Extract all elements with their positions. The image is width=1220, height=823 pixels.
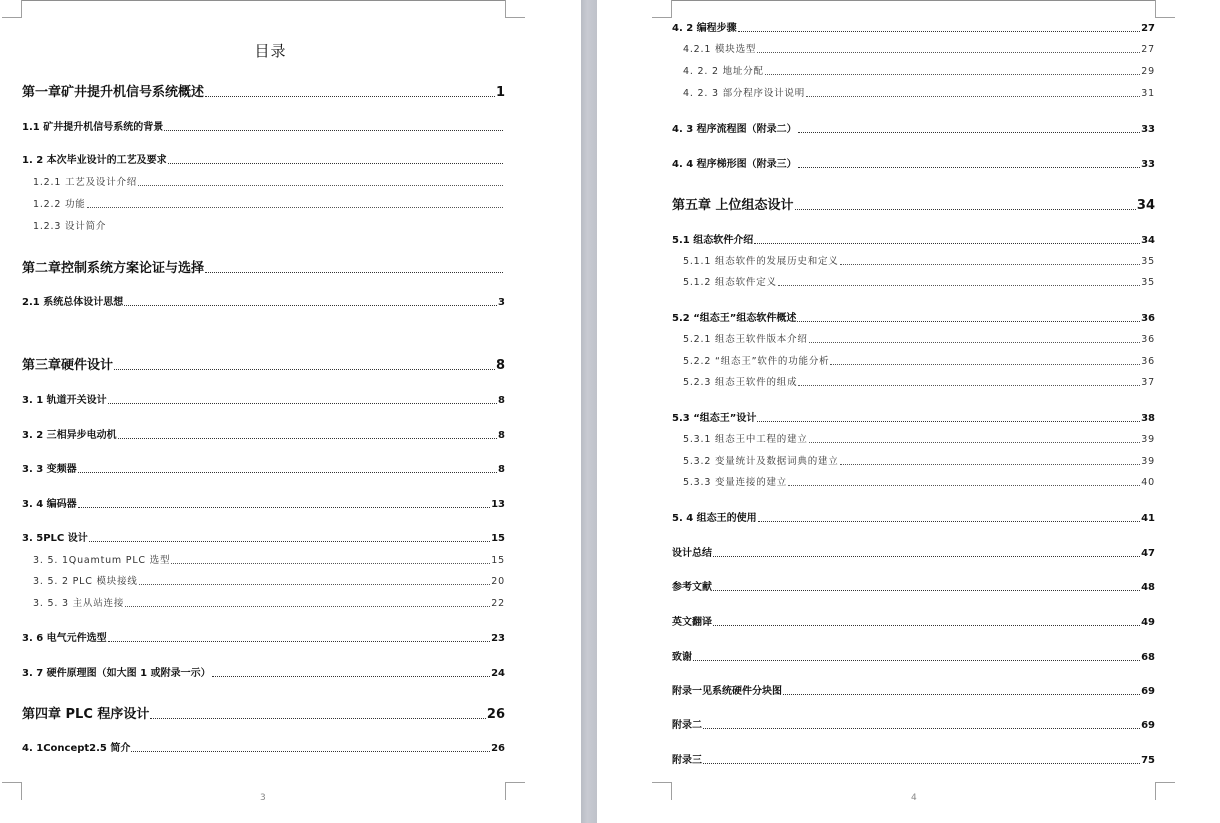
toc-entry[interactable] bbox=[672, 121, 1155, 135]
dot-leader bbox=[78, 465, 497, 475]
dot-leader bbox=[125, 600, 490, 610]
toc-title: 目录 bbox=[254, 42, 287, 60]
page-top-edge bbox=[672, 0, 1155, 1]
crop-mark-top-right bbox=[505, 0, 525, 18]
dot-leader bbox=[171, 557, 490, 567]
toc-entry[interactable] bbox=[22, 665, 505, 679]
toc-entry-label: 1.1 矿井提升机信号系统的背景 bbox=[22, 122, 164, 133]
toc-entry[interactable] bbox=[33, 553, 505, 566]
dot-leader bbox=[713, 618, 1140, 628]
toc-entry-label: 1.2.2 功能 bbox=[33, 199, 86, 210]
toc-entry-page: 8 bbox=[498, 395, 505, 406]
toc-entry-page: 29 bbox=[1141, 66, 1155, 77]
crop-mark-top-left bbox=[652, 0, 672, 18]
toc-entry-page: 39 bbox=[1141, 434, 1155, 445]
dot-leader bbox=[703, 721, 1140, 731]
page-gutter-scroll-area bbox=[581, 0, 597, 823]
toc-entry[interactable] bbox=[22, 630, 505, 644]
toc-entry[interactable] bbox=[683, 354, 1155, 367]
toc-entry-label: 第三章硬件设计 bbox=[22, 358, 114, 373]
dot-leader bbox=[757, 46, 1140, 56]
toc-entry-label: 5.3.3 变量连接的建立 bbox=[683, 477, 788, 488]
toc-entry-page: 35 bbox=[1141, 256, 1155, 267]
page-number: 4 bbox=[911, 793, 917, 803]
dot-leader bbox=[809, 336, 1141, 346]
dot-leader bbox=[798, 160, 1140, 170]
toc-entry[interactable] bbox=[33, 574, 505, 587]
toc-entry-page: 47 bbox=[1141, 548, 1155, 559]
toc-entry[interactable] bbox=[22, 152, 504, 166]
toc-entry-page: 1 bbox=[495, 85, 505, 100]
dot-leader bbox=[693, 653, 1140, 663]
crop-mark-bottom-right bbox=[1155, 782, 1175, 800]
toc-entry-label: 3. 6 电气元件选型 bbox=[22, 633, 107, 644]
dot-leader bbox=[139, 578, 491, 588]
crop-mark-top-right bbox=[1155, 0, 1175, 18]
toc-entry-label: 第一章矿井提升机信号系统概述 bbox=[22, 85, 205, 100]
toc-entry-label: 1.2.3 设计简介 bbox=[33, 221, 107, 232]
toc-entry-page: 35 bbox=[1141, 277, 1155, 288]
toc-entry[interactable] bbox=[672, 614, 1155, 628]
toc-entry-page: 20 bbox=[491, 576, 505, 587]
toc-entry[interactable] bbox=[672, 156, 1155, 170]
dot-leader bbox=[830, 358, 1140, 368]
toc-entry-page: 8 bbox=[498, 430, 505, 441]
dot-leader bbox=[754, 236, 1140, 246]
toc-entry-label: 2.1 系统总体设计思想 bbox=[22, 297, 124, 308]
toc-entry-label: 5.1.1 组态软件的发展历史和定义 bbox=[683, 256, 839, 267]
toc-entry-label: 1.2.1 工艺及设计介绍 bbox=[33, 177, 138, 188]
toc-entry-label: 1. 2 本次毕业设计的工艺及要求 bbox=[22, 155, 167, 166]
toc-entry[interactable] bbox=[22, 530, 505, 544]
toc-entry-page: 26 bbox=[486, 707, 505, 722]
toc-entry-label: 5. 4 组态王的使用 bbox=[672, 513, 757, 524]
crop-mark-top-left bbox=[2, 0, 22, 18]
toc-entry-page: 69 bbox=[1141, 686, 1155, 697]
toc-entry[interactable] bbox=[672, 683, 1155, 697]
toc-entry-label: 3. 5PLC 设计 bbox=[22, 533, 88, 544]
dot-leader bbox=[205, 263, 503, 276]
dot-leader bbox=[108, 396, 497, 406]
toc-entry[interactable] bbox=[22, 704, 505, 722]
dot-leader bbox=[138, 179, 503, 189]
crop-mark-bottom-left bbox=[2, 782, 22, 800]
dot-leader bbox=[795, 200, 1136, 213]
toc-entry-page: 27 bbox=[1141, 23, 1155, 34]
toc-entry[interactable] bbox=[683, 42, 1155, 55]
dot-leader bbox=[713, 583, 1140, 593]
toc-entry-page: 37 bbox=[1141, 377, 1155, 388]
dot-leader bbox=[798, 125, 1140, 135]
page-3 bbox=[0, 0, 581, 823]
dot-leader bbox=[788, 479, 1140, 489]
toc-entry[interactable] bbox=[22, 461, 505, 475]
dot-leader bbox=[89, 534, 490, 544]
toc-entry[interactable] bbox=[672, 232, 1155, 246]
toc-entry-page: 13 bbox=[491, 499, 505, 510]
toc-entry-page: 38 bbox=[1141, 413, 1155, 424]
toc-entry[interactable] bbox=[672, 510, 1155, 524]
dot-leader bbox=[164, 123, 503, 133]
toc-entry-label: 5.2 “组态王”组态软件概述 bbox=[672, 313, 797, 324]
dot-leader bbox=[114, 360, 495, 373]
dot-leader bbox=[798, 379, 1140, 389]
toc-entry-label: 第五章 上位组态设计 bbox=[672, 198, 794, 213]
toc-entry[interactable] bbox=[683, 332, 1155, 345]
toc-entry[interactable] bbox=[683, 86, 1155, 99]
toc-entry-page: 40 bbox=[1141, 477, 1155, 488]
toc-entry[interactable] bbox=[683, 254, 1155, 267]
dot-leader bbox=[131, 744, 490, 754]
dot-leader bbox=[738, 24, 1140, 34]
toc-entry-label: 参考文献 bbox=[672, 582, 712, 593]
toc-entry[interactable] bbox=[683, 432, 1155, 445]
toc-entry-label: 4. 2. 2 地址分配 bbox=[683, 66, 764, 77]
dot-leader bbox=[212, 669, 490, 679]
dot-leader bbox=[78, 500, 490, 510]
toc-entry-label: 5.3.1 组态王中工程的建立 bbox=[683, 434, 808, 445]
toc-entry[interactable] bbox=[672, 649, 1155, 663]
toc-entry[interactable] bbox=[22, 119, 504, 133]
toc-entry[interactable] bbox=[22, 740, 505, 754]
toc-entry-page: 41 bbox=[1141, 513, 1155, 524]
toc-entry[interactable] bbox=[22, 496, 505, 510]
toc-entry[interactable] bbox=[672, 20, 1155, 34]
toc-entry-page: 36 bbox=[1141, 313, 1155, 324]
toc-entry-label: 3. 2 三相异步电动机 bbox=[22, 430, 117, 441]
toc-entry[interactable] bbox=[683, 375, 1155, 388]
toc-entry-label: 3. 1 轨道开关设计 bbox=[22, 395, 107, 406]
toc-entry-label: 5.3.2 变量统计及数据词典的建立 bbox=[683, 456, 839, 467]
toc-entry-page: 48 bbox=[1141, 582, 1155, 593]
toc-entry[interactable] bbox=[33, 197, 504, 210]
dot-leader bbox=[757, 414, 1140, 424]
toc-entry-page: 26 bbox=[491, 743, 505, 754]
toc-entry[interactable] bbox=[683, 475, 1155, 488]
dot-leader bbox=[840, 258, 1141, 268]
toc-entry[interactable] bbox=[33, 175, 504, 188]
toc-entry-label: 附录二 bbox=[672, 720, 702, 731]
dot-leader bbox=[703, 756, 1140, 766]
toc-entry-label: 第二章控制系统方案论证与选择 bbox=[22, 261, 205, 276]
toc-entry[interactable] bbox=[22, 427, 505, 441]
toc-entry-page: 34 bbox=[1141, 235, 1155, 246]
toc-entry-label: 第四章 PLC 程序设计 bbox=[22, 707, 150, 722]
toc-entry-page: 34 bbox=[1136, 198, 1155, 213]
dot-leader bbox=[783, 687, 1140, 697]
toc-entry-page: 39 bbox=[1141, 456, 1155, 467]
toc-entry[interactable] bbox=[672, 410, 1155, 424]
dot-leader bbox=[205, 87, 495, 100]
toc-entry-label: 3. 5. 3 主从站连接 bbox=[33, 598, 125, 609]
toc-entry[interactable] bbox=[672, 195, 1155, 213]
toc-entry-label: 5.2.3 组态王软件的组成 bbox=[683, 377, 798, 388]
toc-entry-label: 4. 3 程序流程图（附录二） bbox=[672, 124, 797, 135]
toc-entry-page: 33 bbox=[1141, 159, 1155, 170]
toc-entry-page: 27 bbox=[1141, 44, 1155, 55]
dot-leader bbox=[124, 298, 497, 308]
toc-entry-label: 5.3 “组态王”设计 bbox=[672, 413, 757, 424]
toc-entry-label: 3. 5. 1Quamtum PLC 选型 bbox=[33, 555, 171, 566]
toc-entry-page: 8 bbox=[498, 464, 505, 475]
dot-leader bbox=[108, 634, 490, 644]
page-4 bbox=[597, 0, 1220, 823]
dot-leader bbox=[778, 279, 1141, 289]
toc-entry-label: 4.2.1 模块选型 bbox=[683, 44, 757, 55]
toc-entry[interactable] bbox=[22, 294, 505, 308]
dot-leader bbox=[168, 156, 503, 166]
dot-leader bbox=[150, 709, 486, 722]
crop-mark-bottom-right bbox=[505, 782, 525, 800]
page-number: 3 bbox=[260, 793, 266, 803]
toc-entry-label: 3. 3 变频器 bbox=[22, 464, 77, 475]
dot-leader bbox=[806, 90, 1140, 100]
toc-entry-page: 33 bbox=[1141, 124, 1155, 135]
toc-entry-page: 15 bbox=[491, 533, 505, 544]
toc-entry-label: 4. 2 编程步骤 bbox=[672, 23, 737, 34]
toc-entry[interactable] bbox=[672, 310, 1155, 324]
toc-entry[interactable] bbox=[683, 275, 1155, 288]
toc-entry-page: 3 bbox=[498, 297, 505, 308]
toc-entry[interactable] bbox=[672, 545, 1155, 559]
toc-entry[interactable] bbox=[33, 596, 505, 609]
crop-mark-bottom-left bbox=[652, 782, 672, 800]
toc-entry-label: 附录一见系统硬件分块图 bbox=[672, 686, 782, 697]
dot-leader bbox=[765, 68, 1140, 78]
toc-entry-label: 5.1 组态软件介绍 bbox=[672, 235, 754, 246]
toc-entry[interactable] bbox=[33, 219, 173, 232]
toc-entry-page: 22 bbox=[491, 598, 505, 609]
toc-entry-label: 4. 4 程序梯形图（附录三） bbox=[672, 159, 797, 170]
toc-entry-label: 5.2.1 组态王软件版本介绍 bbox=[683, 334, 808, 345]
toc-entry-page: 8 bbox=[495, 358, 505, 373]
toc-entry[interactable] bbox=[672, 752, 1155, 766]
toc-entry[interactable] bbox=[22, 258, 504, 276]
dot-leader bbox=[797, 314, 1140, 324]
toc-entry-page: 36 bbox=[1141, 356, 1155, 367]
toc-entry-label: 3. 5. 2 PLC 模块接线 bbox=[33, 576, 138, 587]
toc-entry-page: 36 bbox=[1141, 334, 1155, 345]
toc-entry-page: 23 bbox=[491, 633, 505, 644]
dot-leader bbox=[87, 201, 503, 211]
dot-leader bbox=[118, 431, 497, 441]
toc-entry-label: 致谢 bbox=[672, 652, 692, 663]
toc-entry-label: 4. 1Concept2.5 简介 bbox=[22, 743, 131, 754]
toc-entry-label: 设计总结 bbox=[672, 548, 712, 559]
toc-entry-page: 24 bbox=[491, 668, 505, 679]
toc-entry-page: 15 bbox=[491, 555, 505, 566]
toc-entry[interactable] bbox=[683, 454, 1155, 467]
toc-entry-label: 英文翻译 bbox=[672, 617, 712, 628]
toc-entry-page: 49 bbox=[1141, 617, 1155, 628]
dot-leader bbox=[758, 514, 1140, 524]
toc-entry-label: 4. 2. 3 部分程序设计说明 bbox=[683, 88, 806, 99]
toc-entry-label: 3. 4 编码器 bbox=[22, 499, 77, 510]
dot-leader bbox=[809, 436, 1141, 446]
toc-entry-page: 75 bbox=[1141, 755, 1155, 766]
toc-entry-page: 69 bbox=[1141, 720, 1155, 731]
toc-entry[interactable] bbox=[672, 579, 1155, 593]
dot-leader bbox=[713, 549, 1140, 559]
toc-entry[interactable] bbox=[22, 82, 505, 100]
toc-entry-page: 31 bbox=[1141, 88, 1155, 99]
page-top-edge bbox=[22, 0, 506, 1]
toc-entry[interactable] bbox=[683, 64, 1155, 77]
toc-entry[interactable] bbox=[672, 717, 1155, 731]
toc-entry-label: 3. 7 硬件原理图（如大图 1 或附录一示） bbox=[22, 668, 211, 679]
toc-entry[interactable] bbox=[22, 392, 505, 406]
toc-entry-label: 5.1.2 组态软件定义 bbox=[683, 277, 777, 288]
toc-entry-label: 5.2.2 “组态王”软件的功能分析 bbox=[683, 356, 830, 367]
dot-leader bbox=[840, 458, 1141, 468]
toc-entry[interactable] bbox=[22, 355, 505, 373]
toc-entry-page: 68 bbox=[1141, 652, 1155, 663]
toc-entry-label: 附录三 bbox=[672, 755, 702, 766]
